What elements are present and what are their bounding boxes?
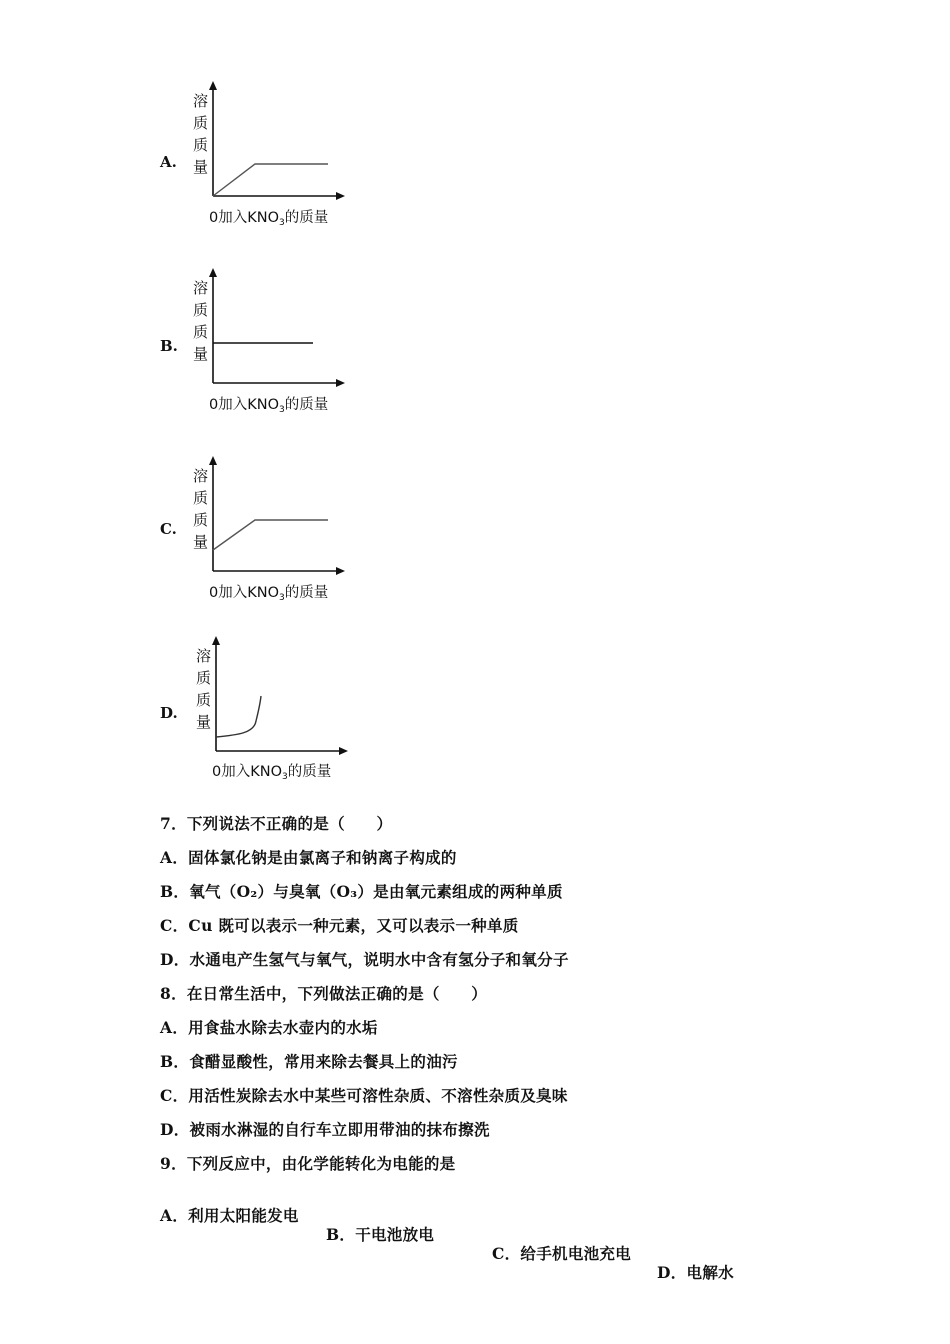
y-label-char: 质 [193, 489, 209, 507]
graph-option-c [0, 453, 950, 623]
y-label-char: 量 [193, 533, 209, 551]
y-label-char: 质 [193, 136, 209, 154]
graph-a [185, 78, 355, 238]
y-label-char: 溶 [193, 279, 209, 297]
y-axis-label [193, 92, 208, 176]
y-label-char: 量 [196, 713, 212, 731]
question-9-option-b: B．干电池放电 [326, 1225, 435, 1244]
y-label-char: 溶 [193, 92, 209, 110]
y-axis-label [193, 279, 208, 363]
y-axis-label [196, 647, 211, 731]
question-8-option-d: D．被雨水淋湿的自行车立即用带油的抹布擦洗 [160, 1120, 490, 1139]
option-letter: A. [160, 153, 177, 171]
question-7-option-c: C．Cu 既可以表示一种元素，又可以表示一种单质 [160, 916, 519, 935]
x-axis-label: 0加入$KNO_3$的质量 [209, 210, 329, 228]
x-axis-arrow [336, 567, 345, 575]
graph-c [185, 453, 355, 613]
graph-option-d [0, 633, 950, 803]
graph-b [185, 265, 355, 425]
y-label-char: 质 [193, 511, 209, 529]
x-axis-label: 0加入$KNO_3$的质量 [209, 585, 329, 603]
y-label-char: 质 [196, 691, 212, 709]
question-9-stem: 9．下列反应中，由化学能转化为电能的是 [160, 1154, 456, 1173]
y-label-char: 量 [193, 345, 209, 363]
x-axis-arrow [336, 192, 345, 200]
option-letter: D. [160, 704, 178, 722]
graph-option-b [0, 265, 950, 435]
x-axis-arrow [339, 747, 348, 755]
question-9-options [160, 1185, 860, 1280]
y-label-char: 质 [193, 114, 209, 132]
y-axis-arrow [209, 456, 217, 465]
y-axis-arrow [212, 636, 220, 645]
option-letter: B. [160, 337, 178, 355]
question-8-option-a: A．用食盐水除去水壶内的水垢 [160, 1018, 378, 1037]
y-label-char: 量 [193, 158, 209, 176]
question-7-option-d: D．水通电产生氢气与氧气，说明水中含有氢分子和氧分子 [160, 950, 569, 969]
x-axis-label: 0加入$KNO_3$的质量 [209, 397, 329, 415]
x-axis-label: 0加入$KNO_3$的质量 [212, 764, 332, 782]
question-9-option-c: C．给手机电池充电 [492, 1244, 632, 1263]
y-axis-arrow [209, 81, 217, 90]
question-9-option-d: D．电解水 [657, 1263, 734, 1282]
question-7-stem: 7．下列说法不正确的是（ ） [160, 814, 393, 833]
y-axis-label [193, 467, 208, 551]
y-axis-arrow [209, 268, 217, 277]
question-7-option-a: A．固体氯化钠是由氯离子和钠离子构成的 [160, 848, 457, 867]
question-8-option-b: B．食醋显酸性，常用来除去餐具上的油污 [160, 1052, 458, 1071]
x-axis-arrow [336, 379, 345, 387]
question-8-option-c: C．用活性炭除去水中某些可溶性杂质、不溶性杂质及臭味 [160, 1086, 568, 1105]
y-label-char: 溶 [196, 647, 212, 665]
data-curve [216, 696, 261, 737]
y-label-char: 质 [193, 323, 209, 341]
graph-d [188, 633, 358, 793]
data-line [213, 164, 328, 196]
question-8-stem: 8．在日常生活中，下列做法正确的是（ ） [160, 984, 488, 1003]
question-9-option-a: A．利用太阳能发电 [160, 1206, 299, 1225]
y-label-char: 质 [196, 669, 212, 687]
question-7-option-b: B．氧气（O₂）与臭氧（O₃）是由氧元素组成的两种单质 [160, 882, 563, 901]
data-line [213, 520, 328, 550]
option-letter: C. [160, 520, 177, 538]
graph-option-a [0, 78, 950, 248]
y-label-char: 质 [193, 301, 209, 319]
y-label-char: 溶 [193, 467, 209, 485]
